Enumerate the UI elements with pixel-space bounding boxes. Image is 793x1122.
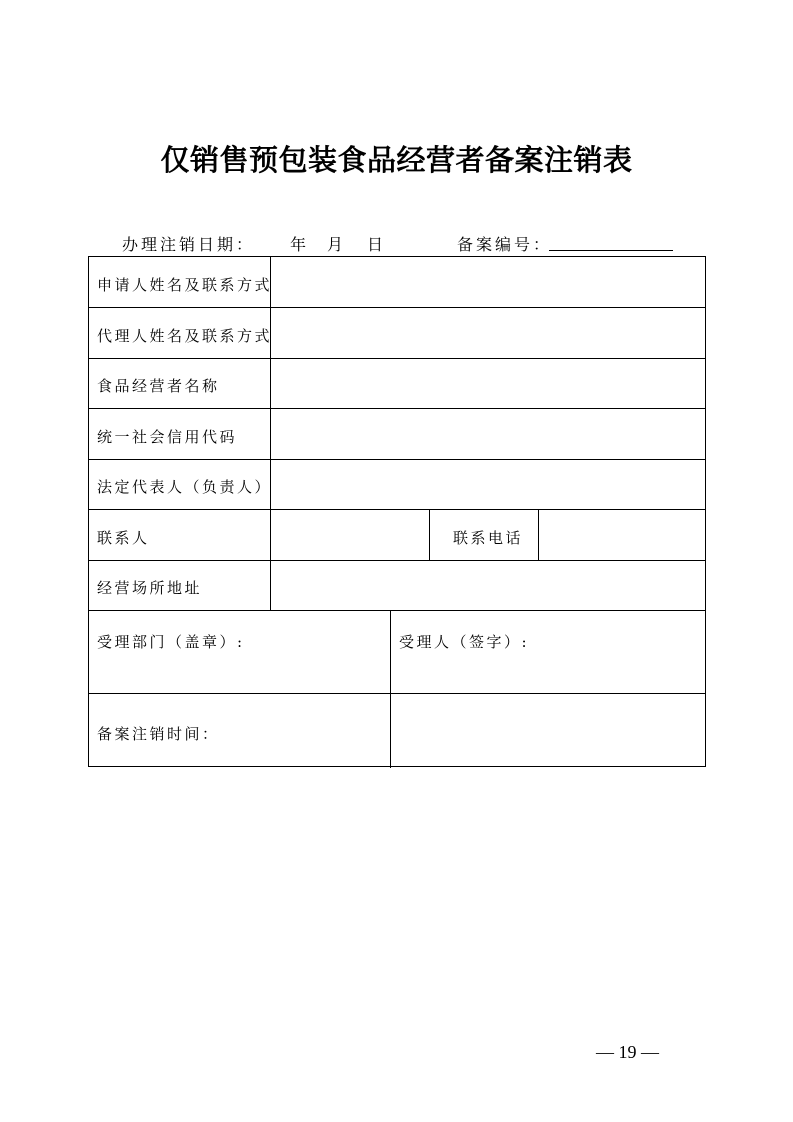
applicant-label: 申请人姓名及联系方式 <box>97 276 273 294</box>
page-title: 仅销售预包装食品经营者备案注销表 <box>160 143 633 177</box>
business-address-field[interactable] <box>271 561 705 610</box>
business-address-label: 经营场所地址 <box>97 579 203 597</box>
record-number-field[interactable] <box>549 250 673 251</box>
date-month-label: 月 <box>327 235 347 254</box>
accepting-department-label: 受理部门（盖章）: <box>97 633 245 651</box>
operator-name-label: 食品经营者名称 <box>97 377 220 395</box>
operator-name-field[interactable] <box>271 359 705 408</box>
row-divider <box>89 610 705 611</box>
cancellation-date-label: 办理注销日期： <box>122 235 256 254</box>
contact-phone-label: 联系电话 <box>453 529 524 547</box>
contact-person-field[interactable] <box>271 510 429 560</box>
date-year-label: 年 <box>290 235 310 254</box>
page-number: — 19 — <box>596 1042 659 1062</box>
cancellation-time-field[interactable] <box>391 694 705 766</box>
credit-code-field[interactable] <box>271 409 705 459</box>
applicant-field[interactable] <box>271 257 705 307</box>
cancellation-form-table <box>88 256 706 767</box>
accepting-person-label: 受理人（签字）: <box>399 633 530 651</box>
credit-code-label: 统一社会信用代码 <box>97 428 238 446</box>
record-number-label: 备案编号： <box>457 235 553 254</box>
cancellation-time-label: 备案注销时间： <box>97 725 220 743</box>
contact-person-label: 联系人 <box>97 529 150 547</box>
agent-field[interactable] <box>271 308 705 358</box>
agent-label: 代理人姓名及联系方式 <box>97 327 273 345</box>
legal-representative-field[interactable] <box>271 460 705 509</box>
contact-phone-field[interactable] <box>539 510 705 560</box>
contact-column-divider <box>429 509 430 560</box>
legal-representative-label: 法定代表人（负责人） <box>97 478 273 496</box>
date-day-label: 日 <box>367 235 387 254</box>
